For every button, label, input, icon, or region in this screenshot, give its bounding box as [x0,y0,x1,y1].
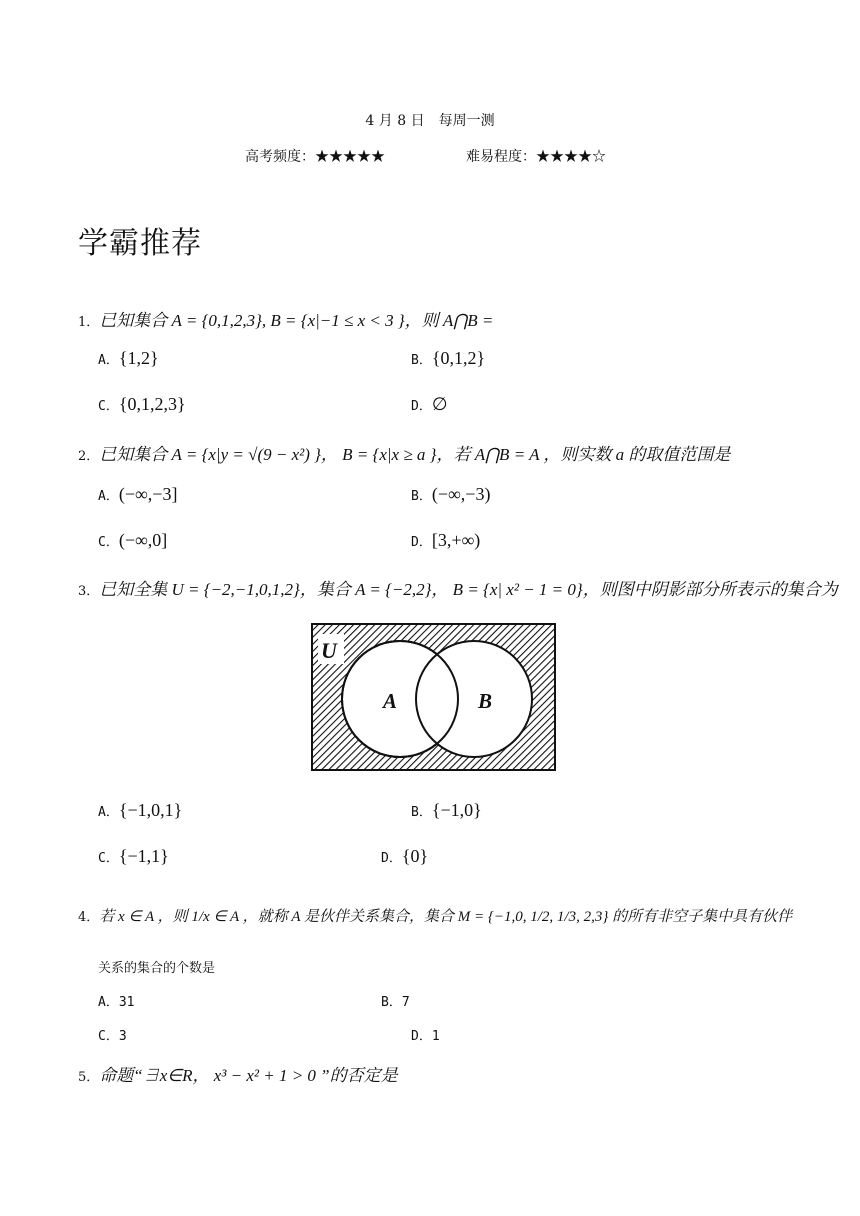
option-label: A． [98,995,119,1010]
option-b[interactable] [411,484,490,505]
question-4-continuation: 关系的集合的个数是 [98,961,216,976]
option-text: [3,+∞) [431,530,481,550]
question-4 [78,905,792,926]
question-stem: 已知全集 U = {−2,−1,0,1,2}，集合 A = {−2,2}， B = {x| x² − 1 = 0}，则图中阴影部分所表示的集合为 [99,580,838,599]
option-text: {0} [401,846,429,866]
difficulty-level: 难易程度：★★★★☆ [466,149,606,165]
option-label: D． [411,399,432,414]
option-c[interactable] [98,846,169,867]
question-5 [78,1061,398,1086]
question-number: 2． [78,449,100,464]
option-text: 1 [431,1029,440,1044]
option-d[interactable] [411,530,480,551]
option-text: (−∞,−3] [118,484,178,504]
option-a[interactable] [98,991,134,1010]
universe-label: U [321,638,337,663]
option-label: C． [98,535,119,550]
option-a[interactable] [98,484,177,505]
option-label: A． [98,489,119,504]
option-d[interactable] [381,846,428,867]
option-text: {1,2} [118,348,159,368]
question-number: 3． [78,584,100,599]
option-text: (−∞,−3) [431,484,491,504]
question-stem: 若 x ∈ A ，则 1/x ∈ A ，就称 A 是伙伴关系集合，集合 M = {−1,0, 1/2, 1/3, 2,3} 的所有非空子集中具有伙伴 [99,909,793,925]
exam-frequency: 高考频度：★★★★★ [245,149,385,165]
option-a[interactable] [98,348,159,369]
question-stem: 已知集合 A = {0,1,2,3}, B = {x|−1 ≤ x < 3 }，则 A⋂B = [99,311,494,330]
option-label: A． [98,353,119,368]
option-d[interactable] [411,1025,440,1044]
option-b[interactable] [381,991,410,1010]
option-text: (−∞,0] [118,530,168,550]
option-text: 3 [118,1029,127,1044]
option-text: {−1,0} [431,800,482,820]
option-label: C． [98,851,119,866]
option-label: B． [411,489,432,504]
set-b-circle [416,641,532,757]
question-2 [78,440,730,465]
section-title: 学霸推荐 [78,226,202,261]
question-number: 4． [78,910,100,925]
question-stem: 命题“∃x∈R， x³ − x² + 1 > 0 ”的否定是 [99,1066,398,1085]
option-label: B． [411,805,432,820]
option-c[interactable] [98,394,186,415]
option-a[interactable] [98,800,182,821]
option-label: C． [98,1029,119,1044]
question-stem: 已知集合 A = {x|y = √(9 − x²) }， B = {x|x ≥ a }，若 A⋂B = A ，则实数 a 的取值范围是 [99,445,731,464]
option-text: 31 [118,995,135,1010]
option-text: ∅ [431,394,448,414]
set-b-label: B [478,689,493,713]
option-text: {0,1,2} [431,348,486,368]
option-text: {−1,0,1} [118,800,183,820]
option-text: 7 [401,995,410,1010]
venn-diagram [308,620,558,775]
option-c[interactable] [98,1025,127,1044]
option-label: D． [411,535,432,550]
option-b[interactable] [411,348,485,369]
option-c[interactable] [98,530,167,551]
option-label: B． [411,353,432,368]
option-label: B． [381,995,402,1010]
option-label: D． [411,1029,432,1044]
option-label: A． [98,805,119,820]
question-number: 5． [78,1070,100,1085]
option-b[interactable] [411,800,482,821]
question-number: 1． [78,315,100,330]
question-3 [78,575,838,600]
option-d[interactable] [411,394,448,415]
question-1 [78,306,493,331]
option-label: D． [381,851,402,866]
option-text: {0,1,2,3} [118,394,186,414]
set-a-label: A [383,689,398,713]
option-text: {−1,1} [118,846,169,866]
option-label: C． [98,399,119,414]
page-title: 4 月 8 日 每周一测 [365,113,495,129]
